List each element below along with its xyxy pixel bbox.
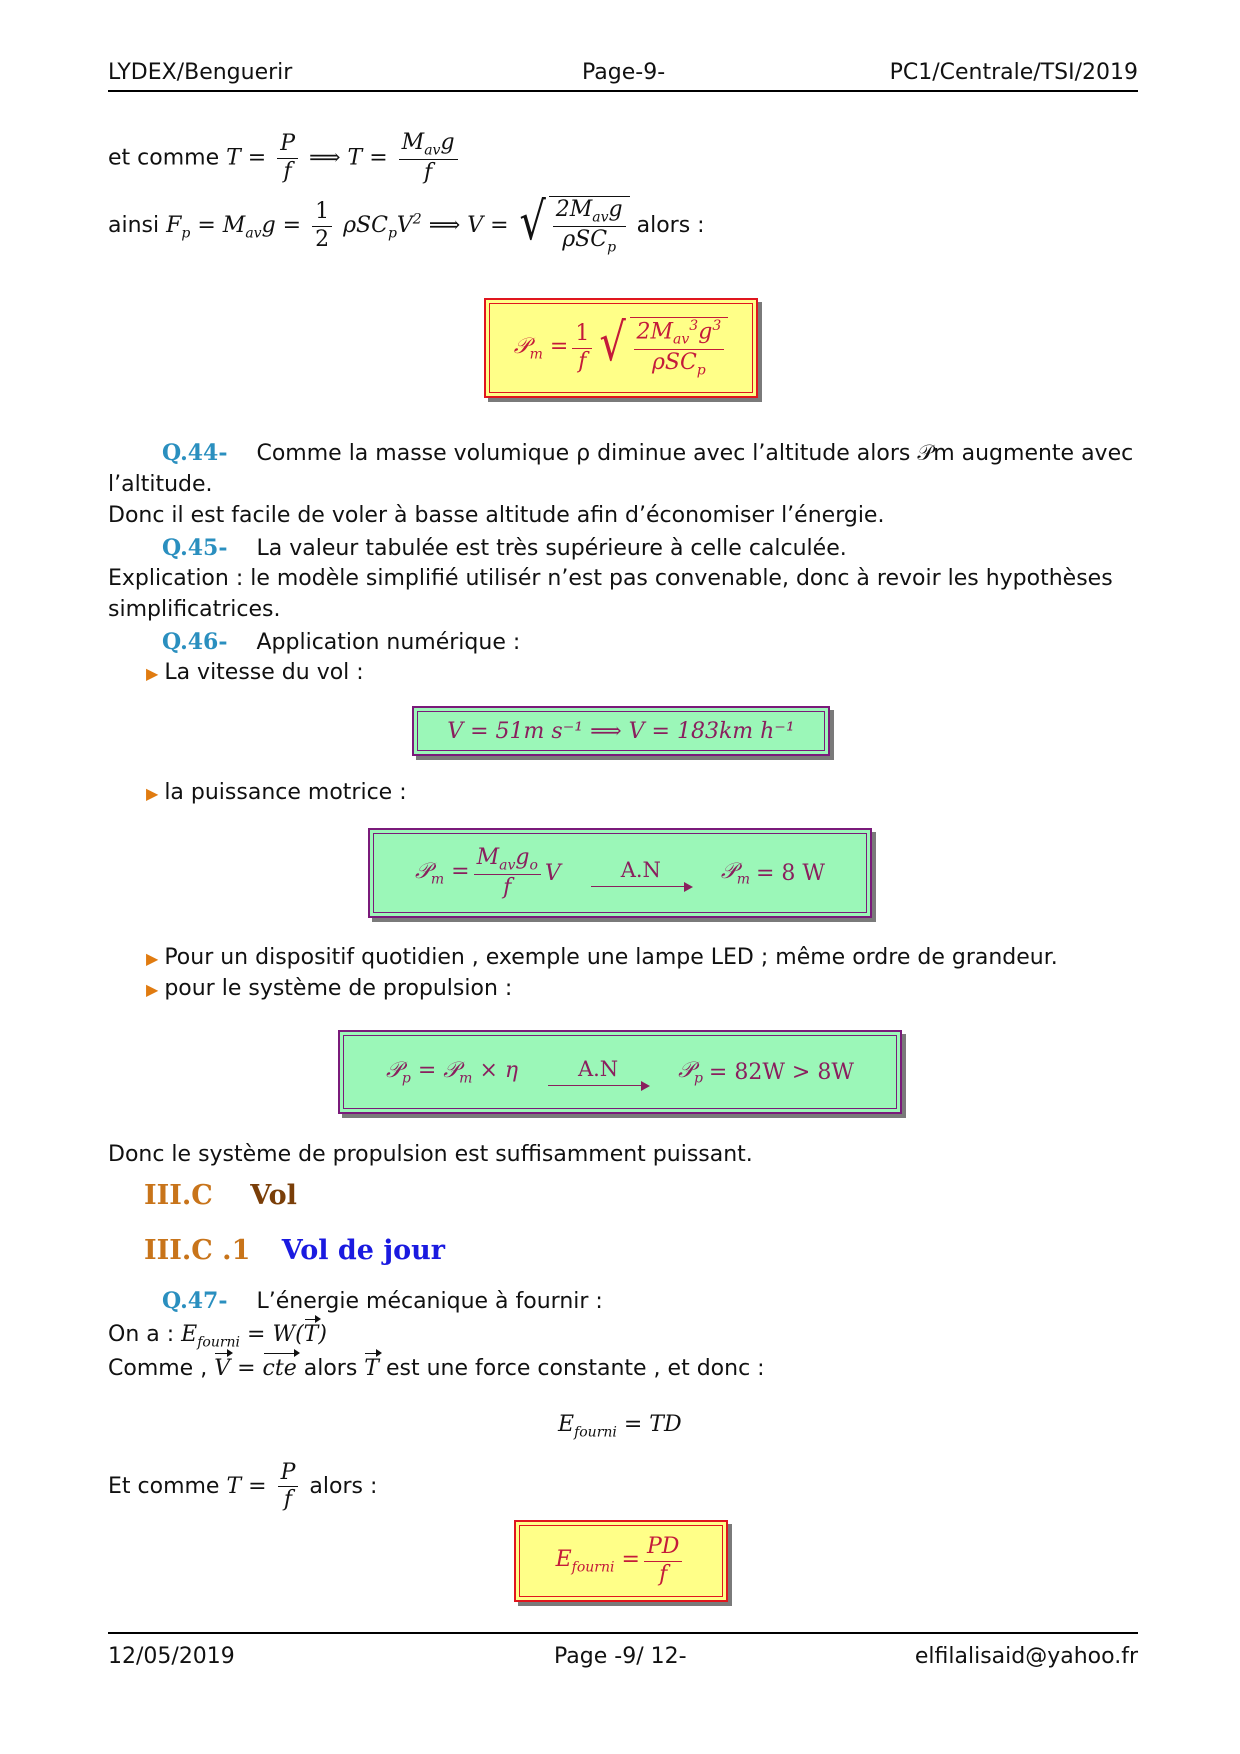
- power-result: = 8 W: [755, 860, 825, 886]
- formula-power: 𝒫$_m$ = $\frac{M_{av}g_o}{f}$ V A.N 𝒫$_m$ = 8 W: [415, 844, 825, 900]
- propulsion-conclusion: Donc le système de propulsion est suffisamment puissant.: [108, 1142, 753, 1167]
- bullet-speed: ▶ La vitesse du vol :: [146, 660, 364, 685]
- propulsion-result: = 82W > 8W: [708, 1059, 854, 1085]
- q45-line1: [162, 535, 847, 561]
- q47-on-a: On a : $E_{fourni} = W(T)$: [108, 1322, 327, 1351]
- q45-line3: simplificatrices.: [108, 597, 281, 622]
- footer-rule: [108, 1632, 1138, 1634]
- header-right: PC1/Centrale/TSI/2019: [889, 60, 1138, 85]
- formula-energy: $E_{fourni}$ = $\frac{PD}{f}$: [516, 1522, 726, 1600]
- q45-text-1: La valeur tabulée est très supérieure à celle calculée.: [256, 536, 847, 561]
- bullet-triangle-icon: ▶: [146, 664, 159, 683]
- equation-thrust: et comme T = $\frac{P}{f}$ ⟹ T = $\frac{M_{av}g}{f}$: [108, 130, 462, 187]
- q46-line1: [162, 629, 520, 655]
- q46-label: Q.46-: [162, 629, 228, 655]
- q45-label: Q.45-: [162, 535, 228, 561]
- q44-text-1: Comme la masse volumique ρ diminue avec l’altitude alors 𝒫m augmente avec: [256, 441, 1134, 466]
- q45-line2: Explication : le modèle simplifié utilisér n’est pas convenable, donc à revoir les hypothèses: [108, 566, 1113, 591]
- footer-email: elfilalisaid@yahoo.fr: [914, 1644, 1138, 1669]
- section-heading: [144, 1180, 297, 1211]
- text-alors: alors :: [636, 213, 705, 239]
- q47-title: L’énergie mécanique à fournir :: [256, 1289, 603, 1314]
- q44-line2: l’altitude.: [108, 472, 213, 497]
- q44-line1: [162, 440, 1133, 466]
- formula-propulsion: 𝒫$_p$ = 𝒫$_m$ × η A.N 𝒫$_p$ = 82W > 8W: [386, 1056, 854, 1087]
- header-left: LYDEX/Benguerir: [108, 60, 293, 85]
- q44-line3: Donc il est facile de voler à basse altitude afin d’économiser l’énergie.: [108, 503, 885, 528]
- q44-label: Q.44-: [162, 440, 228, 466]
- formula-pm: 𝒫$_m$ = $\frac{1}{f}$ √ $\frac{2M_{av}^3g^3}{\rho SC_p}$: [486, 300, 756, 396]
- section-title: Vol: [250, 1180, 297, 1211]
- an-label: A.N: [620, 857, 661, 882]
- header-center: Page-9-: [582, 60, 666, 85]
- arrow-right-icon: [591, 886, 691, 888]
- text-et-comme: et comme: [108, 145, 220, 171]
- footer-page: Page -9/ 12-: [554, 1644, 687, 1669]
- result-box-speed: [412, 706, 830, 756]
- header-rule: [108, 90, 1138, 92]
- equation-velocity: ainsi $F_p = M_{av}g$ = $\frac{1}{2}$ $\rho SC_pV^2$ ⟹ V = √ $\frac{2M_{av}g}{\rho SC_p}$ alors :: [108, 192, 705, 256]
- bullet-propulsion: ▶ pour le système de propulsion :: [146, 976, 513, 1001]
- subsection-title: Vol de jour: [281, 1235, 446, 1266]
- text-ainsi: ainsi: [108, 213, 160, 239]
- an-label: A.N: [577, 1056, 619, 1081]
- bullet-triangle-icon: ▶: [146, 949, 159, 968]
- bullet-power: ▶ la puissance motrice :: [146, 780, 407, 805]
- q47-comme: Comme , V = cte alors T est une force constante , et donc :: [108, 1356, 765, 1381]
- q47-line1: [162, 1288, 603, 1314]
- q47-label: Q.47-: [162, 1288, 228, 1314]
- bullet-device: ▶ Pour un dispositif quotidien , exemple une lampe LED ; même ordre de grandeur.: [146, 945, 1058, 970]
- bullet-triangle-icon: ▶: [146, 980, 159, 999]
- section-number: III.C: [144, 1180, 213, 1211]
- result-box-pm: [484, 298, 758, 398]
- result-box-propulsion: [338, 1030, 902, 1114]
- result-box-energy: [514, 1520, 728, 1602]
- subsection-heading: [144, 1235, 445, 1266]
- subsection-number: III.C .1: [144, 1235, 251, 1266]
- q47-et-comme: Et comme T = $\frac{P}{f}$ alors :: [108, 1460, 378, 1513]
- equation-energy: $E_{fourni}$ = TD: [558, 1412, 682, 1441]
- result-box-power: [368, 828, 872, 918]
- footer-date: 12/05/2019: [108, 1644, 235, 1669]
- arrow-right-icon: [548, 1085, 648, 1087]
- q46-title: Application numérique :: [256, 630, 521, 655]
- formula-speed: V = 51m s⁻¹ ⟹ V = 183km h⁻¹: [447, 718, 795, 744]
- bullet-triangle-icon: ▶: [146, 784, 159, 803]
